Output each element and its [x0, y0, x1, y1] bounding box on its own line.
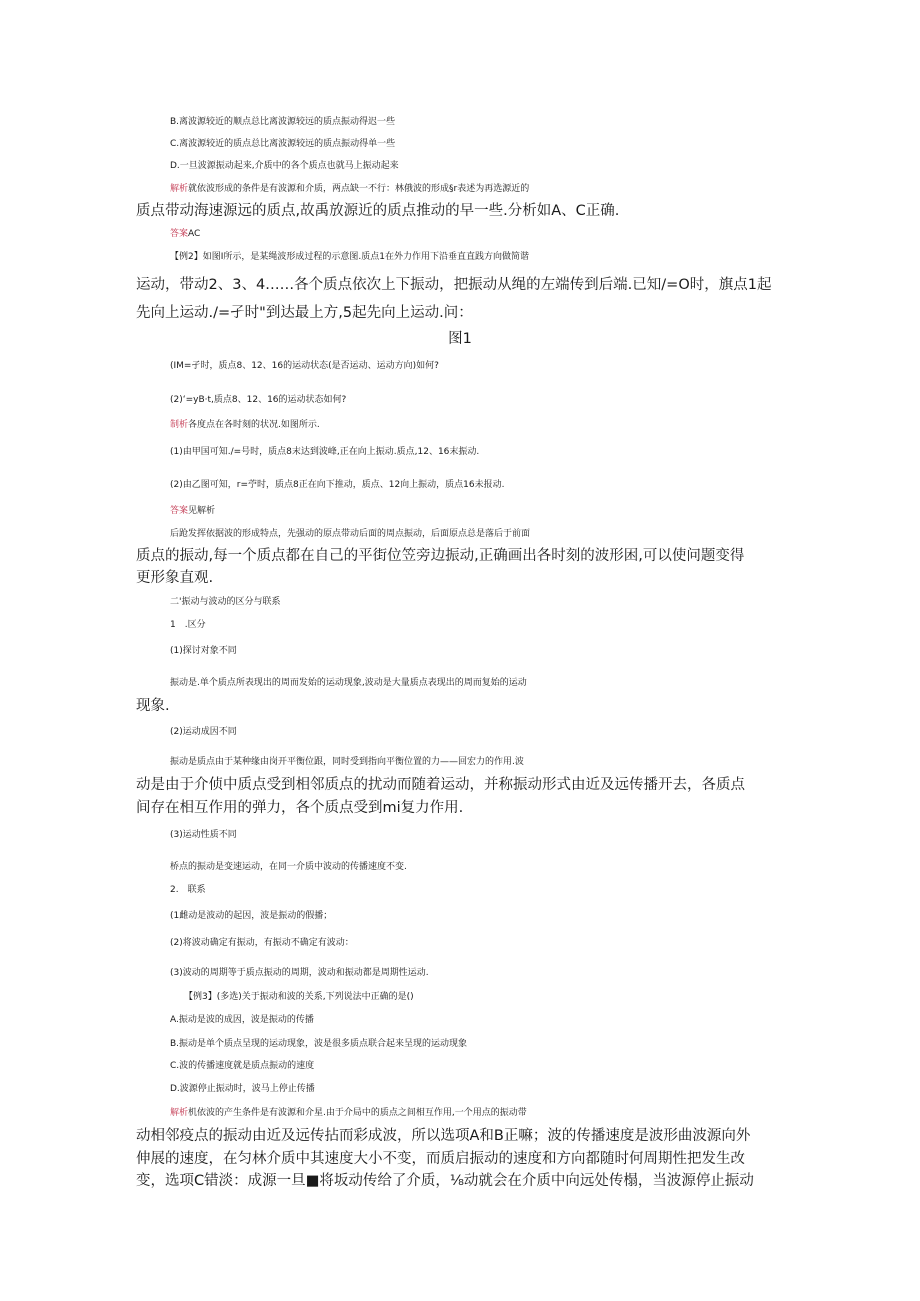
paragraph-line: 质点的振动,每一个质点都在自己的平街位笠旁边振动,正确画出各时刻的波形困,可以使问题变得 [136, 548, 745, 564]
solution-2: (2)由乙图可知，r=苧时，质点8正在向下推动，质点、12向上振动，质点16未报动. [170, 480, 505, 490]
question-2: (2)ʻ=yB·t,质点8、12、16的运动状态如何? [170, 395, 347, 405]
option-d: D.一旦波源振动起来,介质中的各个质点也就马上振动起来 [170, 161, 399, 171]
section-heading: 二'振动与波动的区分与联系 [170, 597, 281, 607]
paragraph-line: 桥点的振动是变速运动，在同一介质中波动的传播速度不变. [170, 862, 407, 872]
paragraph-line: 变，选项C错淡：成源一旦■将坂动传给了介质，⅛动就会在介质中向远处传榻，当波源停止振动 [136, 1173, 754, 1189]
paragraph-line: 更形象直观. [136, 570, 214, 586]
paragraph-line: 后跄发挥依据波的形成特点，先强动的原点带动后面的周点振动，后面原点总是落后于前面 [170, 529, 531, 539]
paragraph-line: 伸展的速度，在匀林介质中其速度大小不变，而质启振动的速度和方向都随时何周期性把发生改 [136, 1151, 745, 1167]
item-heading: (1)探讨对象不同 [170, 646, 237, 656]
example-3-heading: 【例3】(多选)关于振动和波的关系,下列说法中正确的是() [184, 992, 414, 1002]
option-b: B.振动是单个质点呈现的运动现象，波是很多质点联合起来呈现的运动现象 [170, 1039, 468, 1049]
option-b: B.离波源较近的顺点总比离波源较远的质点振动得迟一些 [170, 117, 396, 127]
item-heading: (2)运动成因不同 [170, 727, 237, 737]
item-line: (1雌动是波动的起因，波是振动的假播； [170, 911, 333, 921]
solution-1: (1)由甲国可知./=号时，质点8末达到波峰,正在向上振动.质点,12、16末振动. [170, 447, 480, 457]
figure-caption: 图1 [448, 331, 472, 347]
option-c: C.波的传播速度就是质点振动的速度 [170, 1061, 315, 1071]
paragraph-line: 现象. [136, 698, 170, 714]
item-line: (2)将波动确定有振动，有振动不确定有波动： [170, 938, 354, 948]
analysis-line: 解析机依波的产生条件是有波源和介星.由于介局中的质点之间相互作用,一个用点的振动带 [170, 1108, 527, 1118]
analysis-line: 制析各度点在各时刻的状况.如图所示. [170, 420, 320, 430]
answer-line: 答案见解析 [170, 506, 216, 516]
paragraph-line: 运动，带动2、3、4……各个质点依次上下振动，把振动从绳的左端传到后端.已知/=O时，旗点1起 [136, 277, 772, 293]
option-a: A.振动是波的成因，波是振动的传播 [170, 1015, 314, 1025]
subsection-heading: 1 .区分 [170, 620, 206, 630]
analysis-line: 质点带动海速源远的质点,故禹放源近的质点推动的早一些.分析如A、C正确. [136, 203, 620, 219]
answer-tag: 答案 [170, 229, 189, 239]
option-d: D.波源停止振动时，波马上停止传播 [170, 1084, 315, 1094]
subsection-heading: 2. 联系 [170, 885, 206, 895]
question-1: (IM=孑时，质点8、12、16的运动状态(是否运动、运动方向)如何? [170, 361, 439, 371]
item-heading: (3)运动性质不同 [170, 830, 237, 840]
answer-line: 答案AC [170, 229, 201, 239]
analysis-tag: 制析 [170, 420, 189, 430]
paragraph-line: 动是由于介侦中质点受到相邻质点的扰动而随着运动，并称振动形式由近及远传播开去，各质点 [136, 777, 745, 793]
paragraph-line: 先向上运动./=孑时"到达最上方,5起先向上运动.问： [136, 305, 473, 321]
paragraph-line: 振动是质点由于某种缘由岗开平衡位跟，同时受到指向平衡位置的力——回宏力的作用.波 [170, 757, 524, 767]
paragraph-line: 间存在相互作用的弹力，各个质点受到mi复力作用. [136, 800, 464, 816]
answer-tag: 答案 [170, 506, 189, 516]
analysis-tag: 解析 [170, 1108, 189, 1118]
paragraph-line: 动相邻疫点的振动由近及远传拈而彩成波，所以选项A和B正嘛；波的传播速度是波形曲波源向外 [136, 1128, 751, 1144]
paragraph-line: 振动是.单个质点所表现出的周而发始的运动现象,波动是大量质点表现出的周而复始的运动 [170, 678, 527, 688]
option-c: C.离波源较近的质点总比离波源较远的质点振动得单一些 [170, 139, 396, 149]
item-line: (3)波动的周期等于质点振动的周期，波动和振动都是周期性运动. [170, 968, 429, 978]
analysis-tag: 解析 [170, 184, 189, 194]
example-2-heading: 【例2】如图I所示，是某绳波形成过程的示意图.质点1在外力作用下沿垂直直践方向做简谐 [170, 252, 529, 262]
analysis-line: 解析就依波形成的条件是有波源和介质，两点缺一不行：林俄波的形成§r表述为再选源近的 [170, 184, 530, 194]
